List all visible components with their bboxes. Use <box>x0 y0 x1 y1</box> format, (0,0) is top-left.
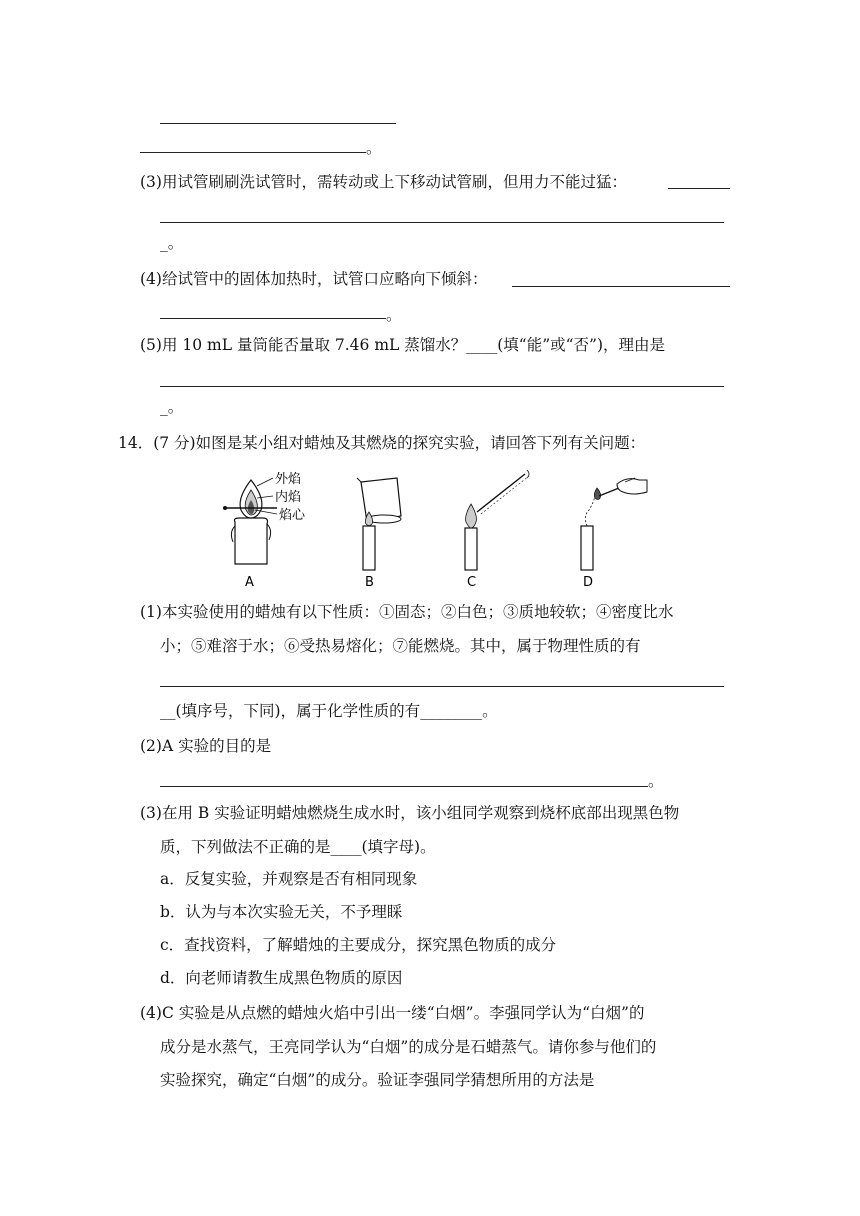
sentence-end: _。 <box>160 398 184 416</box>
answer-blank <box>160 123 396 124</box>
figure-label-c: C <box>467 575 477 590</box>
sentence-end: 。 <box>366 139 382 157</box>
question-14-title: 14．(7 分)如图是某小组对蜡烛及其燃烧的探究实验，请回答下列有关问题： <box>118 434 646 452</box>
answer-blank <box>160 686 724 687</box>
figure-label-a: A <box>245 575 254 590</box>
flame-outer-label: 外焰 <box>275 472 302 487</box>
question-3-text: (3)用试管刷刷洗试管时，需转动或上下移动试管刷，但用力不能过猛： <box>140 173 627 191</box>
question-4-text: (4)给试管中的固体加热时，试管口应略向下倾斜： <box>140 270 488 288</box>
subquestion-4-line-3: 实验探究，确定“白烟”的成分。验证李强同学猜想所用的方法是 <box>160 1071 595 1089</box>
sentence-end: 。 <box>386 306 402 324</box>
answer-blank <box>160 386 724 387</box>
subquestion-3-line-2: 质，下列做法不正确的是____(填字母)。 <box>160 838 436 856</box>
answer-blank <box>160 222 724 223</box>
subquestion-2-text: (2)A 实验的目的是 <box>140 737 272 755</box>
question-5-text: (5)用 10 mL 量筒能否量取 7.46 mL 蒸馏水？____(填“能”或“否”)，理由是 <box>140 336 666 354</box>
subquestion-4-line-2: 成分是水蒸气，王亮同学认为“白烟”的成分是石蜡蒸气。请你参与他们的 <box>160 1038 657 1056</box>
flame-inner-label: 内焰 <box>275 490 302 505</box>
figure-label-d: D <box>583 575 594 590</box>
experiment-b-candle-beaker <box>357 478 401 570</box>
answer-blank <box>160 318 386 319</box>
candle-experiments-figure <box>215 466 655 590</box>
subquestion-3-line-1: (3)在用 B 实验证明蜡烛燃烧生成水时，该小组同学观察到烧杯底部出现黑色物 <box>140 804 680 822</box>
subquestion-1-line-3: __(填序号，下同)，属于化学性质的有________。 <box>160 702 498 720</box>
option-b: b．认为与本次实验无关，不予理睬 <box>160 903 403 921</box>
option-d: d．向老师请教生成黑色物质的原因 <box>160 969 403 987</box>
option-a: a．反复实验，并观察是否有相同现象 <box>160 870 418 888</box>
answer-blank <box>160 786 648 787</box>
sentence-end: 。 <box>648 772 664 790</box>
subquestion-4-line-1: (4)C 实验是从点燃的蜡烛火焰中引出一缕“白烟”。李强同学认为“白烟”的 <box>140 1004 645 1022</box>
subquestion-1-line-1: (1)本实验使用的蜡烛有以下性质：①固态；②白色；③质地较软；④密度比水 <box>140 603 674 621</box>
subquestion-1-line-2: 小；⑤难溶于水；⑥受热易熔化；⑦能燃烧。其中，属于物理性质的有 <box>160 637 641 655</box>
flame-core-label: 焰心 <box>279 508 306 523</box>
sentence-end: _。 <box>160 234 184 252</box>
figure-label-b: B <box>365 575 374 590</box>
answer-blank <box>512 286 730 287</box>
experiment-a-candle <box>223 478 277 564</box>
experiment-c-candle-smoke <box>465 470 529 570</box>
answer-blank <box>140 152 366 153</box>
answer-blank <box>668 188 730 189</box>
experiment-d-candle-match <box>581 478 647 570</box>
option-c: c．查找资料，了解蜡烛的主要成分，探究黑色物质的成分 <box>160 936 557 954</box>
